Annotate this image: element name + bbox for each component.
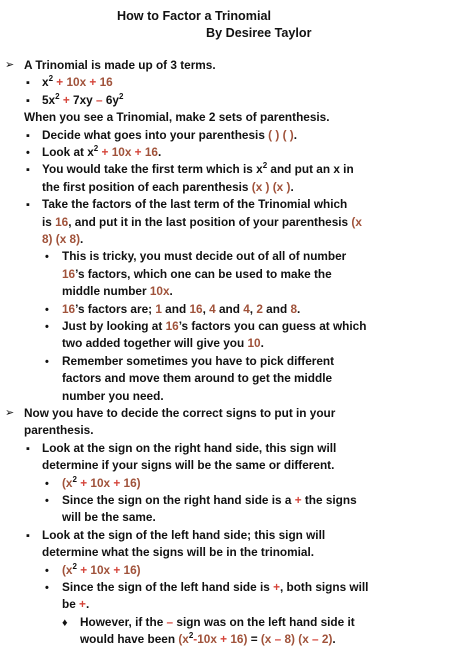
text-run: . [293,127,297,142]
text-line [62,596,89,613]
text-run: + [110,475,124,490]
text-run: 10x [90,475,111,490]
text-line [62,353,334,370]
text-line [62,475,141,492]
dot-bullet-icon: • [45,564,49,577]
text-run: + [59,92,74,107]
text-run: = [247,632,261,647]
square-bullet-icon: ▪ [26,94,30,107]
text-line [62,301,300,318]
text-run: – [166,614,174,629]
text-run: and put an x in [267,162,354,177]
text-run: the first position of each parenthesis [42,179,252,194]
text-run: A Trinomial is made up of 3 terms. [24,58,216,72]
text-run: Remember sometimes you have to pick different [62,353,335,368]
dot-bullet-icon: • [45,582,49,594]
text-run: + [76,562,91,577]
text-run: However, if the [80,614,167,629]
text-run: (x [62,475,73,490]
text-line [80,631,336,648]
text-run: 16 [165,319,179,333]
text-run: . [85,597,90,612]
text-run: + [131,145,145,159]
text-line [42,144,161,161]
text-run: + [76,475,91,490]
text-line [80,614,355,631]
text-run: Take the factors of the last term of the Trinomial which [42,197,348,212]
text-run: 7xy [73,92,93,107]
text-run: (x [351,214,362,229]
square-bullet-icon: ▪ [26,199,30,212]
text-line [62,318,366,335]
text-run: is [42,214,56,229]
text-run: 16 [123,562,137,577]
text-run: . [290,179,294,194]
text-run: would have been [80,632,179,647]
text-run: . [157,145,162,159]
diamond-bullet-icon: ♦ [62,616,68,629]
square-bullet-icon: ▪ [26,164,30,177]
text-run: 6y [105,92,119,107]
text-run: Decide what goes into your parenthesis [42,127,269,142]
text-run: This is tricky, you must decide out of all of number [62,249,347,264]
text-run: 16 [55,214,69,229]
text-run: 8) (x 8) [42,232,81,246]
text-line [62,579,368,596]
text-run: Look at x [42,145,94,159]
text-line [24,57,216,74]
text-run: + [110,562,124,577]
text-run: When you see a Trinomial, make 2 sets of parenthesis. [24,110,330,125]
superscript: 2 [118,91,124,101]
text-line [62,283,173,300]
text-line [62,388,164,405]
text-run: determine what the signs will be in the trinomial. [42,545,315,560]
text-run: . [80,232,84,246]
dot-bullet-icon: • [45,355,49,368]
dot-bullet-icon: • [45,495,49,507]
text-run: 10x [90,562,111,577]
text-run: + [53,75,67,90]
superscript: 2 [262,161,268,171]
text-line [42,74,113,91]
text-run: 8 [290,301,297,316]
dot-bullet-icon: • [45,321,49,333]
text-run: 4 [209,301,216,316]
text-run: 16 [144,145,158,159]
text-run: + [273,580,280,594]
text-run: ) [243,632,248,647]
text-line [24,109,330,126]
text-line [42,457,334,474]
text-run: 8) [284,632,295,647]
text-run: , [249,301,257,316]
text-run: ’s factors, which one can be used to make the [75,266,332,281]
text-run: 5x [42,92,56,107]
text-run: + [294,493,302,507]
text-run: will be the same. [62,510,156,525]
text-run: – [271,632,285,647]
document-title: How to Factor a Trinomial [117,9,271,23]
text-line [42,196,347,213]
text-run: the signs [301,493,357,507]
text-line [42,527,325,544]
text-run: sign was on the left hand side it [173,614,355,629]
superscript: 2 [72,561,77,571]
text-line [62,509,156,526]
text-run: - [193,632,198,647]
text-run: ( ) ( ) [268,127,294,142]
text-line [42,231,83,248]
text-run: , and put it in the last position of your parenthesis [68,214,352,229]
document-author: By Desiree Taylor [206,26,312,40]
text-run: 16 [62,266,76,281]
text-run: 16 [230,632,244,647]
text-run: , [202,301,210,316]
text-run: (x ) (x ) [251,179,291,194]
arrow-bullet-icon: ➢ [5,407,15,419]
text-run: (x [260,632,272,647]
square-bullet-icon: ▪ [26,442,30,455]
text-run: Just by looking at [62,319,166,333]
text-run: (x [62,562,73,577]
text-run: You would take the first term which is x [42,162,263,177]
text-run: . [260,336,264,351]
dot-bullet-icon: • [26,147,30,159]
text-line [42,214,362,231]
text-run: + [86,75,100,90]
text-run: determine if your signs will be the same or different. [42,458,335,473]
text-run: ’s factors you can guess at which [178,319,367,333]
text-run: Since the sign on the right hand side is a [62,493,295,507]
text-line [62,335,264,352]
text-run: and [161,301,190,316]
text-line [62,266,332,283]
superscript: 2 [188,631,194,641]
text-run: 1 [155,301,162,316]
text-line [24,405,335,422]
text-run: Look at the sign on the right hand side, this sign will [42,440,337,455]
text-run: ) [136,562,141,577]
superscript: 2 [48,74,54,84]
text-run: be [62,597,80,612]
text-run: and [215,301,244,316]
text-line [42,544,314,561]
text-run: 16 [99,75,113,90]
text-run: 2 [256,301,263,316]
text-run: middle number [62,284,150,299]
text-run: 16 [62,301,76,316]
square-bullet-icon: ▪ [26,129,30,142]
text-run: 10x [149,284,170,299]
square-bullet-icon: ▪ [26,529,30,542]
text-run: 10 [247,336,261,351]
text-line [42,92,123,109]
text-run: factors and move them around to get the middle [62,371,333,386]
text-run: 10x [111,145,132,159]
text-run: , both signs will [279,580,369,594]
text-run: – [308,632,322,647]
text-run: . [169,284,173,299]
text-run: 2) [321,632,333,647]
dot-bullet-icon: • [45,251,49,264]
text-run: and [262,301,291,316]
arrow-bullet-icon: ➢ [5,59,15,71]
text-run: ) [136,475,141,490]
text-run: + [216,632,231,647]
text-run: + [79,597,86,612]
text-line [62,248,346,265]
text-line [42,127,297,144]
text-run: number you need. [62,388,164,403]
text-line [62,562,141,579]
superscript: 2 [72,474,77,484]
text-line [24,422,94,439]
superscript: 2 [93,144,99,154]
text-run: . [297,301,301,316]
text-run: – [92,92,106,107]
text-run: 10x [197,632,217,647]
dot-bullet-icon: • [45,477,49,490]
text-line [42,440,336,457]
text-run: 16 [189,301,203,316]
text-run: (x [298,632,309,647]
text-run: (x [178,632,189,647]
text-run: Now you have to decide the correct signs to put in your [24,406,336,420]
text-run: 16 [123,475,137,490]
text-line [62,492,357,509]
text-line [62,370,332,387]
text-run: Since the sign of the left hand side is [62,580,274,594]
text-run: . [332,632,336,647]
text-run: 4 [243,301,250,316]
dot-bullet-icon: • [45,303,49,316]
text-run: parenthesis. [24,423,94,438]
superscript: 2 [55,91,60,101]
text-run: x [42,75,49,90]
text-run: 10x [66,75,87,90]
text-run: ’s factors are; [75,301,156,316]
text-run: Look at the sign of the left hand side; this sign will [42,527,326,542]
text-run: + [98,145,112,159]
text-line [42,179,294,196]
text-run: two added together will give you [62,336,248,351]
square-bullet-icon: ▪ [26,77,30,90]
text-line [42,161,354,178]
